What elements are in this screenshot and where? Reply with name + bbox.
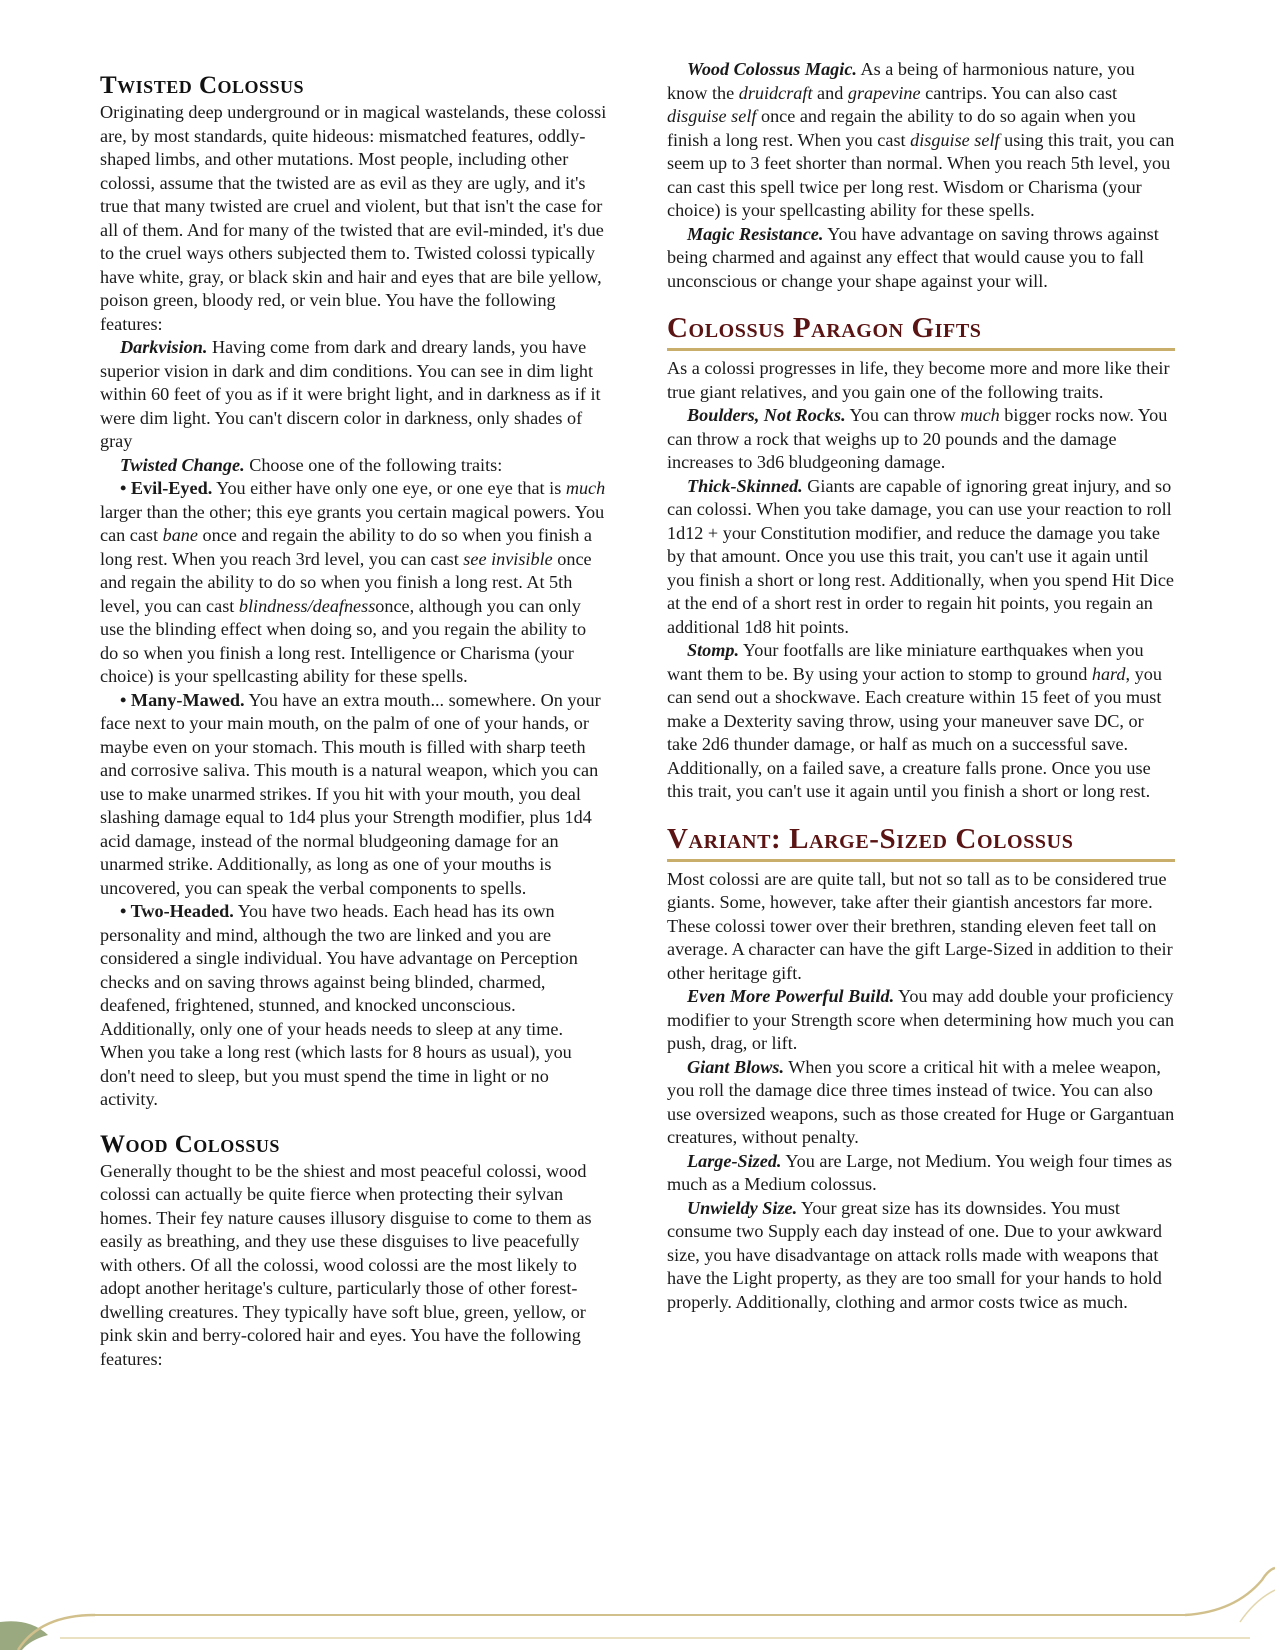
unwieldy-size-trait [667, 1197, 1175, 1315]
two-headed-title: • Two-Headed. [120, 901, 234, 921]
evil-eyed-text-1: You either have only one eye, or one eye that is [212, 478, 566, 498]
footer-ornament [0, 1560, 1275, 1650]
stomp-text-1: Your footfalls are like miniature earthquakes when you want them to be. By using your action to stomp to ground [667, 640, 1144, 684]
unwieldy-text: Your great size has its downsides. You must consume two Supply each day instead of one. Due to your awkward size, you have disadvantage on attack rolls made with weapons that have the Light property, as they are too small for your hands to hold properly. Additionally, clothing and armor costs twice as much. [667, 1197, 1162, 1312]
spell-disguise-self: disguise self [667, 106, 757, 126]
variant-large-sized-heading: Variant: Large-Sized Colossus [667, 822, 1175, 862]
unwieldy-title: Unwieldy Size. [687, 1197, 798, 1218]
giant-blows-text: When you score a critical hit with a melee weapon, you roll the damage dice three times instead of twice. You can also use oversized weapons, such as those created for Huge or Gargantuan creatures, without penalty. [667, 1056, 1175, 1147]
boulders-text-2: bigger rocks now. You can throw a rock that weighs up to 20 pounds and the damage increases to 3d6 bludgeoning damage. [667, 405, 1168, 472]
twisted-change-text: Choose one of the following traits: [244, 454, 503, 475]
evil-eyed-em-1: much [565, 478, 606, 498]
footer-swirl-right [1185, 1568, 1275, 1615]
spell-blindness-deafness: blindness/deafness [238, 595, 376, 616]
large-sized-trait [667, 1150, 1175, 1197]
evil-eyed-text-3: once and regain the ability to do so when you finish a long rest. When you reach 3rd level, you can cast [100, 525, 592, 569]
boulders-text-1: You can throw [845, 405, 961, 425]
twisted-colossus-heading: Twisted Colossus [100, 72, 305, 99]
darkvision-title: Darkvision. [120, 337, 208, 357]
many-mawed-text: You have an extra mouth... somewhere. On your face next to your main mouth, on the palm of one of your hands, or maybe even on your stomach. This mouth is filled with sharp teeth and corrosive saliva. This mouth is a natural weapon, which you can use to make unarmed strikes. If you hit with your mouth, you deal slashing damage equal to 1d4 plus your Strength modifier, plus 1d4 acid damage, instead of the normal bludgeoning damage for an unarmed strike. Additionally, as long as one of your mouths is uncovered, you can speak the verbal components to spells. [100, 689, 601, 898]
left-column [100, 58, 608, 1371]
boulders-trait [667, 404, 1175, 475]
even-more-title: Even More Powerful Build. [687, 986, 895, 1006]
magic-resistance-text: You have advantage on saving throws against being charmed and against any effect that would cause you to fall unconscious or change your shape against your will. [667, 223, 1159, 291]
boulders-title: Boulders, Not Rocks. [687, 405, 846, 425]
wood-magic-text-4: once and regain the ability to do so again when you finish a long rest. When you cast [667, 106, 1136, 150]
many-mawed-option [100, 689, 608, 901]
boulders-em: much [960, 405, 1000, 425]
wood-intro: Generally thought to be the shiest and most peaceful colossi, wood colossi can actually be quite fierce when protecting their sylvan homes. Their fey nature causes illusory disguise to come to them as easily as breathing, and they use these disguises to live peacefully with others. Of all the colossi, wood colossi are the most likely to adopt another heritage's culture, particularly those of other forest-dwelling creatures. They typically have soft blue, green, yellow, or pink skin and berry-colored hair and eyes. You have the following features: [100, 1160, 592, 1369]
spell-druidcraft: druidcraft [738, 82, 813, 103]
spell-bane: bane [162, 525, 198, 545]
colossus-paragon-gifts-heading: Colossus Paragon Gifts [667, 311, 1175, 351]
darkvision-text: Having come from dark and dreary lands, you have superior vision in dark and dim conditions. You can see in dim light within 60 feet of you as if it were bright light, and in darkness as if it were dim light. You can't discern color in darkness, only shades of gray [100, 337, 601, 451]
two-headed-option [100, 900, 608, 1112]
large-sized-text: You are Large, not Medium. You weigh four times as much as a Medium colossus. [667, 1150, 1173, 1194]
even-more-powerful-build-trait [667, 985, 1175, 1056]
stomp-text-2: , you can send out a shockwave. Each creature within 15 feet of you must make a Dexterity saving throw, using your maneuver save DC, or take 2d6 thunder damage, or half as much on a successful save. Additionally, on a failed save, a creature falls prone. Once you use this trait, you can't use it again until you finish a short or long rest. [667, 663, 1162, 801]
wood-magic-text-1: As a being of harmonious nature, you know the [667, 59, 1135, 103]
wood-magic-text-3: cantrips. You can also cast [920, 82, 1118, 103]
twisted-change-trait [100, 454, 608, 478]
thick-skinned-title: Thick-Skinned. [687, 475, 803, 496]
wood-colossus-magic-trait [667, 58, 1175, 223]
wood-colossus-magic-title: Wood Colossus Magic. [687, 59, 857, 79]
many-mawed-title: • Many-Mawed. [120, 689, 245, 710]
wood-colossus-heading: Wood Colossus [100, 1130, 280, 1158]
giant-blows-trait [667, 1056, 1175, 1150]
evil-eyed-text-4: once and regain the ability to do so when you finish a long rest. At 5th level, you can cast [100, 548, 592, 616]
thick-skinned-trait [667, 475, 1175, 640]
stomp-em: hard [1091, 663, 1126, 684]
stomp-title: Stomp. [687, 640, 740, 660]
two-headed-text: You have two heads. Each head has its own personality and mind, although the two are linked and you are considered a single individual. You have advantage on Perception checks and on saving throws against being blinded, charmed, deafened, frightened, stunned, and knocked unconscious. Additionally, only one of your heads needs to sleep at any time. When you take a long rest (which lasts for 8 hours as usual), you don't need to sleep, but you must spend the time in light or no activity. [100, 901, 578, 1109]
thick-skinned-text: Giants are capable of ignoring great injury, and so can colossi. When you take damage, you can use your reaction to roll 1d12 + your Constitution modifier, and reduce the damage you take by that amount. Once you use this trait, you can't use it again until you finish a short or long rest. Additionally, when you spend Hit Dice at the end of a short rest in order to regain hit points, you regain an additional 1d8 hit points. [667, 475, 1174, 637]
spell-grapevine: grapevine [847, 82, 921, 103]
large-sized-title: Large-Sized. [687, 1150, 782, 1171]
variant-intro: Most colossi are are quite tall, but not so tall as to be considered true giants. Some, however, take after their giantish ancestors far more. These colossi tower over their brethren, standing eleven feet tall on average. A character can have the gift Large-Sized in addition to their other heritage gift. [667, 868, 1173, 983]
twisted-intro: Originating deep underground or in magical wastelands, these colossi are, by most standards, quite hideous: mismatched features, oddly-shaped limbs, and other mutations. Most people, including other colossi, assume that the twisted are as evil as they are ugly, and it's true that many twisted are cruel and violent, but that isn't the case for all of them. And for many of the twisted that are evil-minded, it's due to the cruel ways others subjected them to. Twisted colossi typically have white, gray, or black skin and hair and eyes that are bile yellow, poison green, bloody red, or vein blue. You have the following features: [100, 102, 607, 334]
right-column [667, 58, 1175, 1314]
twisted-change-title: Twisted Change. [120, 454, 245, 475]
magic-resistance-trait [667, 223, 1175, 294]
evil-eyed-title: • Evil-Eyed. [120, 478, 213, 498]
wood-magic-text-5: using this trait, you can seem up to 3 feet shorter than normal. When you reach 5th level, you can cast this spell twice per long rest. Wisdom or Charisma (your choice) is your spellcasting ability for these spells. [667, 129, 1175, 220]
giant-blows-title: Giant Blows. [687, 1056, 785, 1077]
spell-see-invisible: see invisible [463, 548, 553, 569]
darkvision-trait [100, 336, 608, 454]
evil-eyed-option [100, 477, 608, 689]
spell-disguise-self-2: disguise self [910, 129, 1000, 150]
even-more-text: You may add double your proficiency modifier to your Strength score when determining how much you can push, drag, or lift. [667, 986, 1175, 1053]
paragon-intro: As a colossi progresses in life, they become more and more like their true giant relatives, and you gain one of the following traits. [667, 358, 1170, 402]
evil-eyed-text-5: once, although you can only use the blinding effect when doing so, and you regain the ability to do so when you finish a long rest. Intelligence or Charisma (your choice) is your spellcasting ability for these spells. [100, 595, 587, 686]
evil-eyed-text-2: larger than the other; this eye grants you certain magical powers. You can cast [100, 501, 605, 545]
wood-magic-text-2: and [812, 82, 848, 103]
stomp-trait [667, 639, 1175, 804]
footer-vine-left [0, 1621, 48, 1650]
magic-resistance-title: Magic Resistance. [687, 223, 824, 244]
